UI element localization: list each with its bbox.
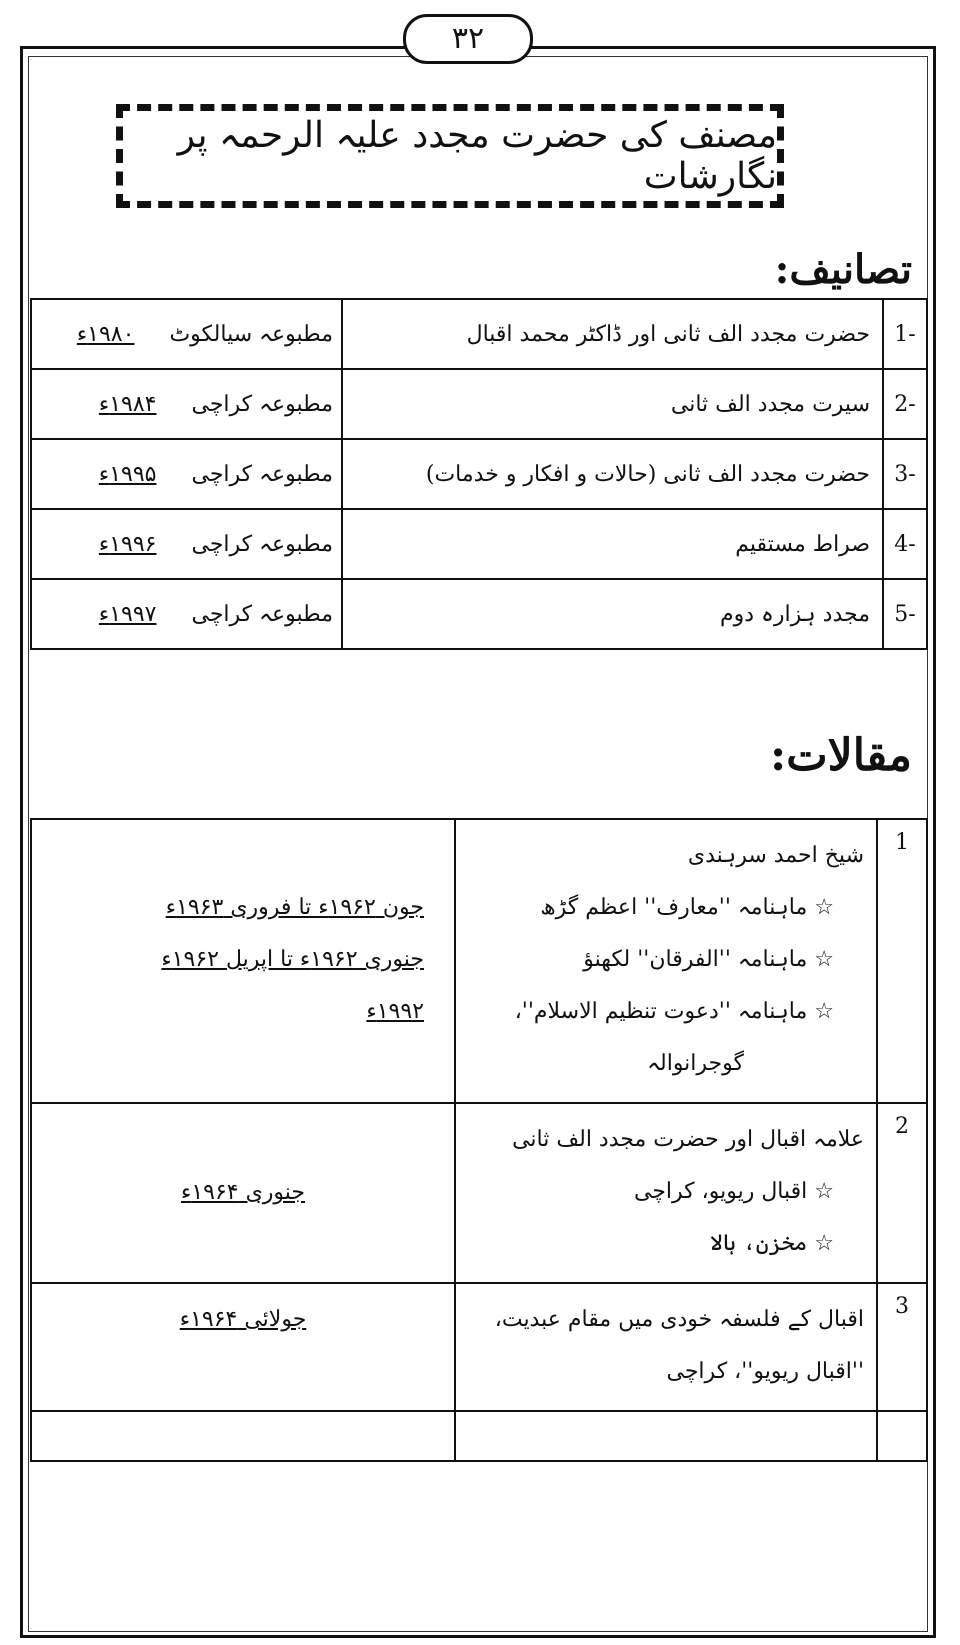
book-year: ۱۹۹۷ء [98, 601, 157, 627]
article-number: 1 [877, 819, 927, 1103]
article-row-empty [31, 1411, 927, 1461]
book-number: 5- [883, 579, 927, 649]
book-publication [31, 369, 342, 439]
article-row [31, 1283, 927, 1411]
book-publication [31, 579, 342, 649]
book-publication [31, 299, 342, 369]
article-content [455, 819, 877, 1103]
article-publication: ☆ ماہنامہ ''معارف'' اعظم گڑھ [540, 895, 834, 920]
article-title: اقبال کے فلسفہ خودی میں مقام عبدیت، [494, 1307, 864, 1332]
book-number: 2- [883, 369, 927, 439]
article-row [31, 1103, 927, 1283]
book-number: 1- [883, 299, 927, 369]
article-title: شیخ احمد سرہندی [687, 843, 864, 868]
article-date: ۱۹۹۲ء [366, 999, 424, 1024]
book-title: صراط مستقیم [342, 509, 883, 579]
article-publication: گوجرانوالہ [647, 1051, 744, 1076]
book-row [31, 579, 927, 649]
article-publication: ''اقبال ریویو''، کراچی [666, 1359, 864, 1384]
book-publication [31, 509, 342, 579]
page-title: مصنف کی حضرت مجدد علیہ الرحمہ پر نگارشات [177, 115, 777, 197]
title-box [116, 104, 784, 208]
books-table [30, 298, 928, 650]
book-place: مطبوعہ کراچی [191, 461, 333, 487]
books-heading: تصانیف: [774, 246, 912, 293]
article-dates [31, 1103, 455, 1283]
empty-cell [31, 1411, 455, 1461]
article-number: 2 [877, 1103, 927, 1283]
book-place: مطبوعہ سیالکوٹ [169, 321, 333, 347]
articles-heading: مقالات: [770, 730, 912, 781]
book-title: سیرت مجدد الف ثانی [342, 369, 883, 439]
book-row [31, 299, 927, 369]
article-publication: ☆ مخزن، ہالا [710, 1231, 834, 1256]
article-content [455, 1283, 877, 1411]
article-row [31, 819, 927, 1103]
book-row [31, 509, 927, 579]
book-publication [31, 439, 342, 509]
articles-table [30, 818, 928, 1462]
book-year: ۱۹۸۰ء [76, 321, 135, 347]
book-place: مطبوعہ کراچی [191, 531, 333, 557]
article-publication: ☆ اقبال ریویو، کراچی [633, 1179, 834, 1204]
book-row [31, 369, 927, 439]
article-date: جولائی ۱۹۶۴ء [179, 1307, 307, 1332]
article-number: 3 [877, 1283, 927, 1411]
article-date: جنوری ۱۹۶۴ء [180, 1180, 306, 1205]
book-place: مطبوعہ کراچی [191, 601, 333, 627]
article-dates [31, 819, 455, 1103]
book-title: مجدد ہزارہ دوم [342, 579, 883, 649]
page-number: ۳۲ [403, 14, 533, 64]
article-date: جون ۱۹۶۲ء تا فروری ۱۹۶۳ء [165, 895, 424, 920]
article-publication: ☆ ماہنامہ ''دعوت تنظیم الاسلام''، [514, 999, 834, 1024]
book-year: ۱۹۹۶ء [98, 531, 157, 557]
article-title: علامہ اقبال اور حضرت مجدد الف ثانی [512, 1127, 864, 1152]
book-number: 3- [883, 439, 927, 509]
article-dates [31, 1283, 455, 1411]
book-title: حضرت مجدد الف ثانی اور ڈاکٹر محمد اقبال [342, 299, 883, 369]
book-year: ۱۹۸۴ء [98, 391, 157, 417]
book-title: حضرت مجدد الف ثانی (حالات و افکار و خدمات) [342, 439, 883, 509]
empty-cell [455, 1411, 877, 1461]
book-place: مطبوعہ کراچی [191, 391, 333, 417]
article-publication: ☆ ماہنامہ ''الفرقان'' لکھنؤ [583, 947, 834, 972]
book-year: ۱۹۹۵ء [98, 461, 157, 487]
article-date: جنوری ۱۹۶۲ء تا اپریل ۱۹۶۲ء [161, 947, 424, 972]
article-content [455, 1103, 877, 1283]
empty-cell [877, 1411, 927, 1461]
book-row [31, 439, 927, 509]
book-number: 4- [883, 509, 927, 579]
